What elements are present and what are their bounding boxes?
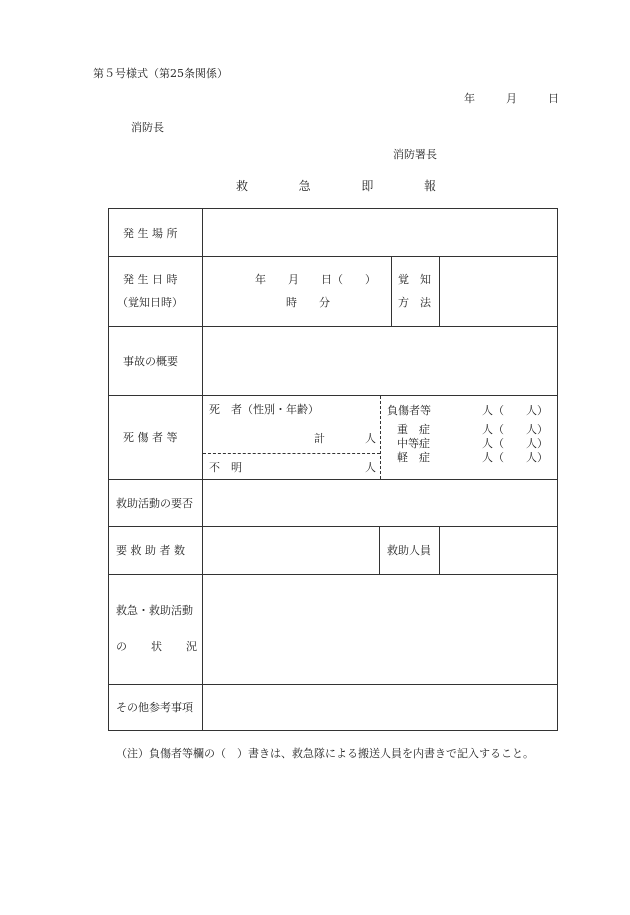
severe-label: 重 症 bbox=[397, 423, 430, 436]
unknown-unit: 人 bbox=[365, 461, 376, 474]
title-char: 救 bbox=[236, 179, 249, 193]
title-char: 報 bbox=[423, 179, 436, 193]
injured-value: 人（ 人） bbox=[482, 404, 548, 417]
other-notes-label: その他参考事項 bbox=[116, 701, 193, 714]
year-label: 年 bbox=[464, 92, 475, 105]
recipient-label: 消防長 bbox=[131, 121, 164, 134]
day-label: 日 bbox=[548, 92, 559, 105]
total-label: 計 bbox=[314, 432, 325, 445]
unknown-label: 不 明 bbox=[209, 461, 242, 474]
title-char: 即 bbox=[361, 179, 374, 193]
datetime-sub-label: （覚知日時） bbox=[117, 296, 183, 309]
awareness-method-label: 方 法 bbox=[398, 296, 431, 309]
location-label: 発 生 場 所 bbox=[123, 227, 178, 240]
footnote: （注）負傷者等欄の（ ）書きは、救急隊による搬送人員を内書きで記入すること。 bbox=[116, 747, 534, 760]
accident-overview-label: 事故の概要 bbox=[123, 355, 178, 368]
date-fields: 年 月 日（ ） bbox=[255, 273, 376, 286]
activity-label-status bbox=[116, 641, 197, 652]
severe-value: 人（ 人） bbox=[482, 423, 548, 436]
title-char: 急 bbox=[298, 179, 311, 193]
rescue-need-label: 救助活動の要否 bbox=[116, 497, 193, 510]
mild-value: 人（ 人） bbox=[482, 451, 548, 464]
month-label: 月 bbox=[506, 92, 517, 105]
time-fields: 時 分 bbox=[286, 296, 330, 309]
total-unit: 人 bbox=[365, 432, 376, 445]
injured-label: 負傷者等 bbox=[387, 404, 431, 417]
datetime-label: 発 生 日 時 bbox=[123, 273, 178, 286]
moderate-value: 人（ 人） bbox=[482, 437, 548, 450]
rescued-count-label: 救助人員 bbox=[387, 544, 431, 557]
moderate-label: 中等症 bbox=[397, 437, 430, 450]
form-number-label: 第５号様式（第25条関係） bbox=[93, 67, 228, 80]
mild-label: 軽 症 bbox=[397, 451, 430, 464]
date-line bbox=[464, 93, 559, 104]
sender-label: 消防署長 bbox=[393, 148, 437, 161]
activity-label-char: の bbox=[116, 640, 127, 653]
document-title bbox=[236, 180, 436, 192]
report-form-table bbox=[108, 208, 558, 731]
activity-label-char: 況 bbox=[186, 640, 197, 653]
rescuees-label: 要 救 助 者 数 bbox=[116, 544, 185, 557]
activity-label-char: 状 bbox=[151, 640, 162, 653]
dead-label: 死 者（性別・年齢） bbox=[209, 403, 319, 416]
activity-label: 救急・救助活動 bbox=[116, 604, 193, 617]
casualty-label: 死 傷 者 等 bbox=[123, 431, 178, 444]
awareness-label: 覚 知 bbox=[398, 273, 431, 286]
